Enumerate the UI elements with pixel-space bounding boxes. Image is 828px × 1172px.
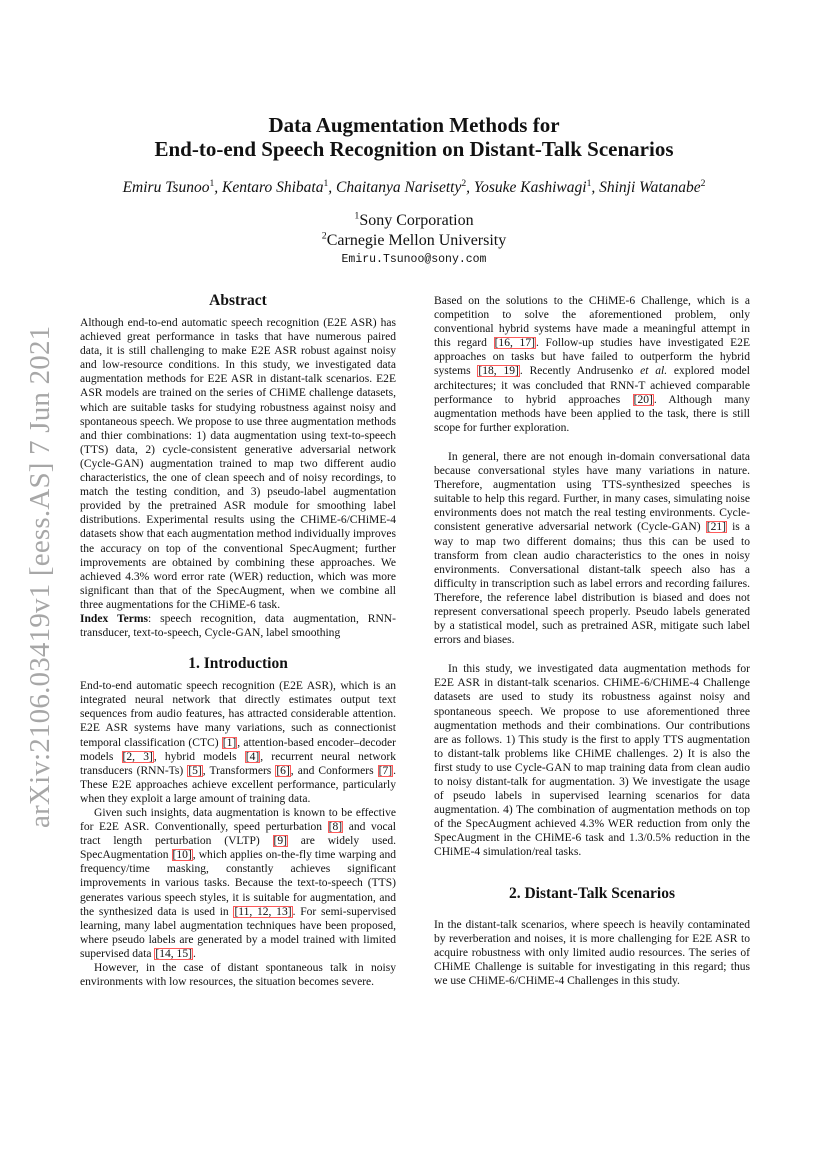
text-run: , attention-based encoder–decoder models xyxy=(80,736,396,763)
text-run: , and Conformers xyxy=(290,764,378,777)
emphasis-text: et al. xyxy=(640,365,668,378)
citation-link[interactable]: [11, 12, 13] xyxy=(234,905,292,918)
author-name: Chaitanya Narisetty xyxy=(336,179,462,196)
author-affiliation-mark: 1 xyxy=(209,177,215,189)
author-name: Yosuke Kashiwagi xyxy=(473,179,587,196)
author-name: Shinji Watanabe xyxy=(599,179,701,196)
affiliation-name: Carnegie Mellon University xyxy=(326,232,507,249)
author-name: Emiru Tsunoo xyxy=(122,179,210,196)
intro-paragraph-3: However, in the case of distant spontaneous talk in noisy environments with low resources, the situation becomes severe. xyxy=(80,962,396,989)
author-affiliation-mark: 2 xyxy=(700,177,706,189)
affiliation-mark: 1 xyxy=(354,210,360,222)
citation-link[interactable]: [14, 15] xyxy=(155,947,192,960)
section-2-paragraph-1: In the distant-talk scenarios, where speech is heavily contaminated by reverberation and noises, it is more challenging for E2E ASR to acquire robustness with only limited audio resources. The series of CHiME Challenge is suitable for investigating in this regard; thus we use CHiME-6/CHiME-4 Challenges in this study. xyxy=(434,918,750,987)
index-terms-label: Index Terms xyxy=(80,612,148,625)
affiliation-mark: 2 xyxy=(321,230,327,242)
author-affiliation-mark: 2 xyxy=(461,177,467,189)
citation-link[interactable]: [10] xyxy=(172,849,192,862)
text-run: . Recently Andrusenko xyxy=(519,365,641,378)
citation-link[interactable]: [2, 3] xyxy=(122,750,153,763)
arxiv-identifier-text: arXiv:2106.03419v1 [eess.AS] 7 Jun 2021 xyxy=(24,325,56,828)
section-2-heading: 2. Distant-Talk Scenarios xyxy=(508,884,676,902)
text-run: In general, there are not enough in-domain conversational data because conversational styles have many variations in nature. Therefore, augmentation using TTS-synthesized speeches is suitable to help this regard. Further, in many cases, simulating noise environments does not match the real testing environments. Cycle-consistent generative adversarial network (Cycle-GAN) xyxy=(434,450,750,534)
citation-link[interactable]: [8] xyxy=(328,821,343,834)
intro-paragraph-1 xyxy=(80,679,396,806)
paper-title xyxy=(80,113,748,161)
author-affiliation-mark: 1 xyxy=(323,177,329,189)
author-name: Kentaro Shibata xyxy=(222,179,324,196)
title-line-2: End-to-end Speech Recognition on Distant-Talk Scenarios xyxy=(154,137,674,161)
citation-link[interactable]: [4] xyxy=(245,750,260,763)
section-1-heading: 1. Introduction xyxy=(188,655,288,673)
author-list: Emiru Tsunoo$^1$, Kentaro Shibata$^1$, Chaitanya Narisetty$^2$, Yosuke Kashiwagi$^1$, Shinji Watanabe$^2$ xyxy=(122,177,706,196)
text-run: , hybrid models xyxy=(153,750,245,763)
text-run: . xyxy=(192,947,196,960)
right-column xyxy=(434,294,750,988)
text-run: is a way to map two different domains; thus this can be used to transform from clean audio characteristics to the ones in noisy environments. Conversational distant-talk speech also has a difficulty in transcription such as label errors and recording failures. Therefore, the reference label distribution is biased and does not represent conversational speech properly. Pseudo labels generated by a statistical model, such as pretrained ASR, mitigate such label errors and biases. xyxy=(434,521,750,647)
text-run: , Transformers xyxy=(202,764,276,777)
citation-link[interactable]: [18, 19] xyxy=(478,365,519,378)
abstract-body: Although end-to-end automatic speech recognition (E2E ASR) has achieved great performance in tasks that have numerous paired data, it is still challenging to make E2E ASR robust against noisy and low-resource conditions. In this study, we investigated data augmentation methods for E2E ASR in distant-talk scenarios. E2E ASR models are trained on the series of CHiME challenge datasets, which are suitable tasks for studying robustness against noisy and spontaneous speech. We propose to use three augmentation methods and thier combinations: 1) data augmentation using text-to-speech (TTS) data, 2) cycle-consistent generative adversarial network (Cycle-GAN) augmentation trained to map two different audio characteristics, the one of clean speech and of noisy recordings, to match the testing condition, and 3) pseudo-label augmentation provided by the pretrained ASR module for smoothing label distributions. Experimental results using the CHiME-6/CHiME-4 datasets show that each augmentation method individually improves the accuracy on top of the conventional SpecAugment; further improvements are obtained by combining these approaches. We achieved 4.3% word error rate (WER) reduction, which was more significant than that of the SpecAugment, when we combine all three augmentations for the CHiME-6 task. xyxy=(80,317,396,611)
text-run: , recurrent neural network transducers (RNN-Ts) xyxy=(80,750,396,777)
text-run: , which applies on-the-fly time warping and frequency/time masking, constantly achieves significant improvements in various tasks. Because the text-to-speech (TTS) generates various speech styles, it is suitable for augmentation, and the synthesized data is used in xyxy=(80,849,396,918)
intro-paragraph-5 xyxy=(434,450,750,647)
title-line-1: Data Augmentation Methods for xyxy=(268,113,560,137)
text-run: End-to-end automatic speech recognition (E2E ASR), which is an integrated neural network that directly estimates output text sequences from audio features, has attracted considerable attention. E2E ASR systems have many variations, such as connectionist temporal classification (CTC) xyxy=(80,680,396,749)
text-run: explored model architectures; it was concluded that RNN-T achieved comparable performance to hybrid approaches xyxy=(434,365,750,406)
citation-link[interactable]: [6] xyxy=(276,764,290,777)
abstract-heading: Abstract xyxy=(209,292,267,309)
index-terms-text: : speech recognition, data augmentation, RNN-transducer, text-to-speech, Cycle-GAN, label smoothing xyxy=(80,612,396,640)
affiliation-name: Sony Corporation xyxy=(359,212,474,229)
citation-link[interactable]: [21] xyxy=(706,521,726,534)
affiliation-1 xyxy=(80,211,748,231)
citation-link[interactable]: [16, 17] xyxy=(494,337,535,350)
affiliation-2 xyxy=(80,231,748,251)
text-run: are widely used. SpecAugmentation xyxy=(80,835,396,862)
text-run: . Although many augmentation methods have been applied to the task, there is still scope for further exploration. xyxy=(434,393,750,434)
text-run: and vocal tract length perturbation (VLTP) xyxy=(80,821,397,848)
text-run: . Follow-up studies have investigated E2E approaches on tasks but have failed to outperform the hybrid systems xyxy=(434,337,750,378)
intro-paragraph-6: In this study, we investigated data augmentation methods for E2E ASR in distant-talk scenarios. CHiME-6/CHiME-4 Challenge datasets are used to study its robustness against noisy and spontaneous speech. We propose to use aforementioned three augmentation methods and their combinations. Our contributions are as follows. 1) This study is the first to apply TTS augmentation to distant-talk problems like CHiME challenges. 2) It is also the first study to use Cycle-GAN to map training data from clean audio to noisy distant-talk for augmentation. 3) We investigate the usage of pseudo labels in supervised learning scenarios for data augmentation. 4) The combination of augmentation methods on top of the SpecAugment achieved 4.3% WER reduction from only the SpecAugment in the CHiME-6 task and 1.3/0.5% reduction in the CHiME-4 simulation/real tasks. xyxy=(434,663,750,859)
citation-link[interactable]: [7] xyxy=(378,764,393,777)
text-run: Given such insights, data augmentation is known to be effective for E2E ASR. Conventionally, speed perturbation xyxy=(80,807,396,834)
index-terms xyxy=(80,612,396,640)
text-run: . These E2E approaches achieve excellent performance, particularly when they exploit a large amount of training data. xyxy=(80,764,396,805)
citation-link[interactable]: [5] xyxy=(188,764,202,777)
text-run: . For semi-supervised learning, many label augmentation techniques have been proposed, where pseudo labels are generated by a model trained with limited supervised data xyxy=(80,905,396,960)
text-run: Based on the solutions to the CHiME-6 Challenge, which is a competition to solve the aforementioned problem, only conventional hybrid systems have made a meaningful attempt in this regard xyxy=(434,295,750,350)
author-affiliation-mark: 1 xyxy=(586,177,592,189)
citation-link[interactable]: [9] xyxy=(273,835,287,848)
left-column xyxy=(80,292,396,989)
citation-link[interactable]: [20] xyxy=(633,393,653,406)
contact-email[interactable]: Emiru.Tsunoo@sony.com xyxy=(341,253,487,266)
intro-paragraph-2 xyxy=(80,806,396,961)
citation-link[interactable]: [1] xyxy=(222,736,237,749)
intro-paragraph-4 xyxy=(434,294,750,435)
arxiv-identifier-stamp[interactable] xyxy=(16,325,64,828)
